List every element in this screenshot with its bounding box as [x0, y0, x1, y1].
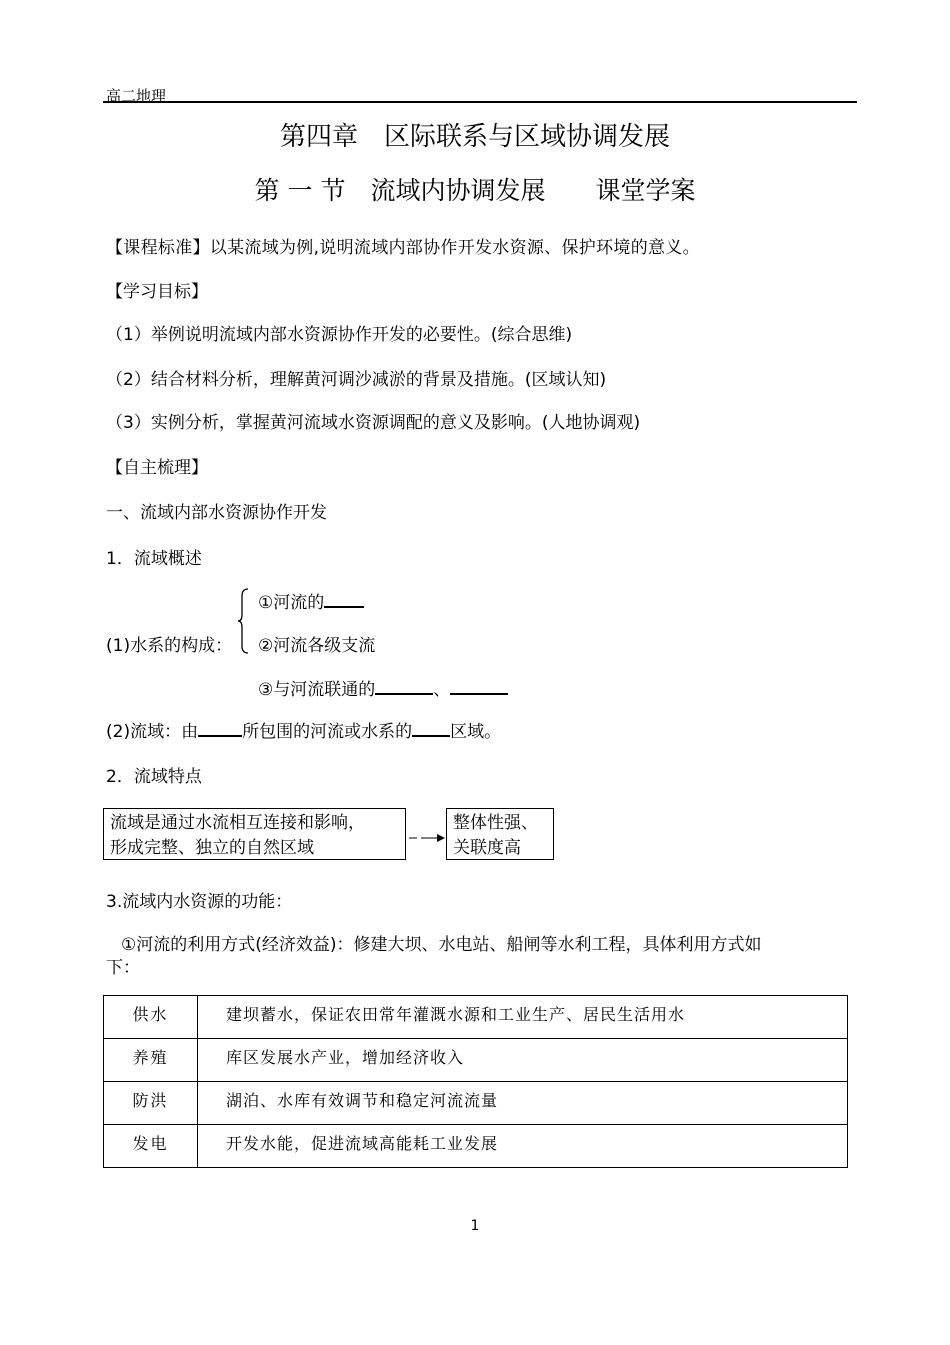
answer-blank[interactable] — [412, 717, 450, 737]
water-system-item-3 — [258, 675, 508, 700]
objective-item-3: （3）实例分析，掌握黄河流域水资源调配的意义及影响。(人地协调观) — [106, 413, 641, 433]
usage-intro-line-2: 下： — [106, 958, 140, 978]
part-heading-1: 一、流域内部水资源协作开发 — [106, 503, 327, 523]
answer-blank[interactable] — [324, 588, 364, 608]
sub-heading-water-functions: 3.流域内水资源的功能： — [106, 892, 293, 912]
usage-key: 养殖 — [104, 1039, 198, 1082]
objective-item-2: （2）结合材料分析，理解黄河调沙减淤的背景及措施。(区域认知) — [106, 370, 607, 390]
basin-definition-pre: (2)流域：由 — [106, 722, 199, 742]
curly-brace-icon — [237, 588, 249, 654]
water-system-label: (1)水系的构成： — [106, 636, 233, 656]
arrow-right-icon — [408, 833, 446, 843]
feature-box-left-line-2: 形成完整、独立的自然区域 — [110, 838, 314, 858]
feature-box-left — [103, 808, 406, 860]
feature-box-right-line-2: 关联度高 — [453, 838, 521, 858]
page-number: 1 — [470, 1218, 480, 1234]
usage-value: 建坝蓄水，保证农田常年灌溉水源和工业生产、居民生活用水 — [198, 996, 848, 1039]
usage-key: 发电 — [104, 1125, 198, 1168]
usage-intro-line-1: ①河流的利用方式(经济效益)：修建大坝、水电站、船闸等水利工程，具体利用方式如 — [121, 935, 762, 955]
table-row — [104, 1082, 848, 1125]
table-row — [104, 1125, 848, 1168]
usage-value: 库区发展水产业，增加经济收入 — [198, 1039, 848, 1082]
water-system-item-1 — [258, 588, 364, 613]
water-system-item-2: ②河流各级支流 — [258, 636, 376, 656]
usage-table — [103, 995, 848, 1168]
table-row — [104, 996, 848, 1039]
table-row — [104, 1039, 848, 1082]
separator: 、 — [433, 680, 451, 700]
water-system-item-1-label: ①河流的 — [258, 593, 325, 613]
usage-key: 供水 — [104, 996, 198, 1039]
course-standard: 【课程标准】以某流域为例,说明流域内部协作开发水资源、保护环境的意义。 — [106, 238, 700, 258]
objectives-heading: 【学习目标】 — [106, 282, 208, 302]
answer-blank[interactable] — [198, 717, 242, 737]
header-label: 高二地理 — [106, 87, 167, 105]
basin-definition — [106, 717, 501, 742]
answer-blank[interactable] — [450, 675, 508, 695]
usage-value: 湖泊、水库有效调节和稳定河流流量 — [198, 1082, 848, 1125]
usage-value: 开发水能，促进流域高能耗工业发展 — [198, 1125, 848, 1168]
feature-box-left-line-1: 流域是通过水流相互连接和影响， — [110, 813, 365, 833]
sub-heading-basin-features: 2．流域特点 — [106, 767, 202, 787]
chapter-title: 第四章 区际联系与区域协调发展 — [279, 122, 670, 152]
review-heading: 【自主梳理】 — [106, 458, 208, 478]
objective-item-1: （1）举例说明流域内部水资源协作开发的必要性。(综合思维) — [106, 325, 573, 345]
usage-key: 防洪 — [104, 1082, 198, 1125]
water-system-item-3-label: ③与河流联通的 — [258, 680, 376, 700]
answer-blank[interactable] — [375, 675, 433, 695]
feature-box-right — [446, 808, 554, 860]
basin-definition-post: 区域。 — [450, 722, 502, 742]
sub-heading-basin-overview: 1．流域概述 — [106, 549, 202, 569]
feature-box-right-line-1: 整体性强、 — [453, 813, 538, 833]
basin-definition-mid: 所包围的河流或水系的 — [242, 722, 413, 742]
section-title: 第 一 节 流域内协调发展 课堂学案 — [254, 176, 696, 205]
header-rule — [103, 101, 857, 103]
